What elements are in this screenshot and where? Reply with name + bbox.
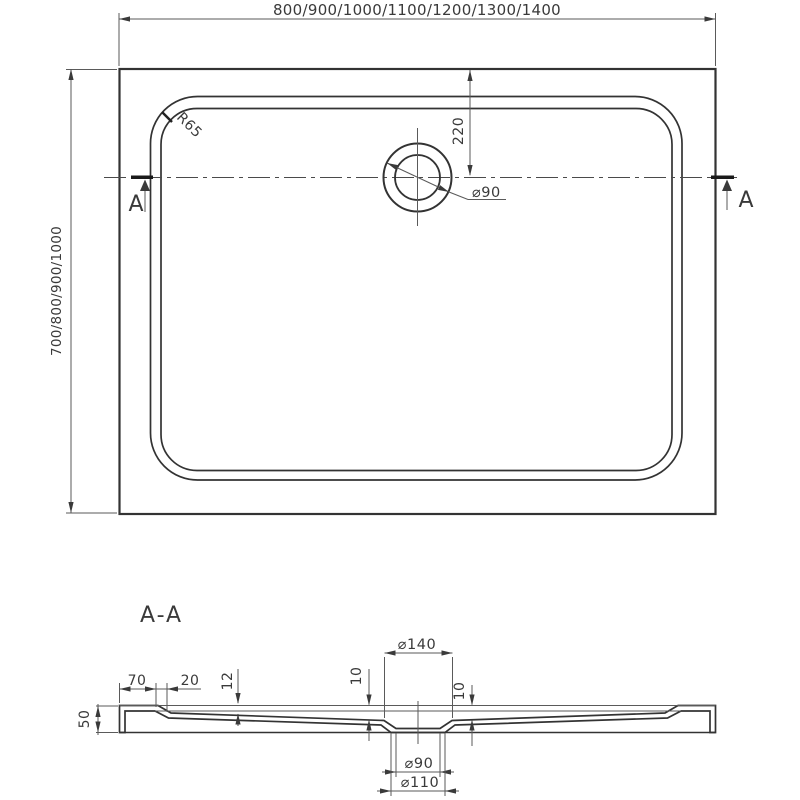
drain-inner-diameter-label: ⌀90 [404,756,434,772]
drain-top-diameter-label: ⌀140 [397,637,437,653]
corner-radius-label: R65 [173,109,206,142]
depth-right-label: 10 [452,681,468,701]
section-marker-right-label: A [738,188,754,213]
rim-flat-width-label: 70 [127,673,147,689]
drain-outer-diameter-label: ⌀110 [400,775,440,791]
depth-left-label: 10 [349,666,365,686]
height-dimension-label: 700/800/900/1000 [49,225,65,357]
section-marker-left-label: A [128,192,144,217]
floor-drop-label: 12 [220,671,236,691]
section-title: A-A [140,603,184,628]
drain-diameter-label: ⌀90 [472,185,501,201]
tray-height-label: 50 [77,709,93,729]
drain-offset-label: 220 [451,116,467,146]
width-dimension-label: 800/900/1000/1100/1200/1300/1400 [272,1,562,19]
rim-slope-width-label: 20 [180,673,200,689]
